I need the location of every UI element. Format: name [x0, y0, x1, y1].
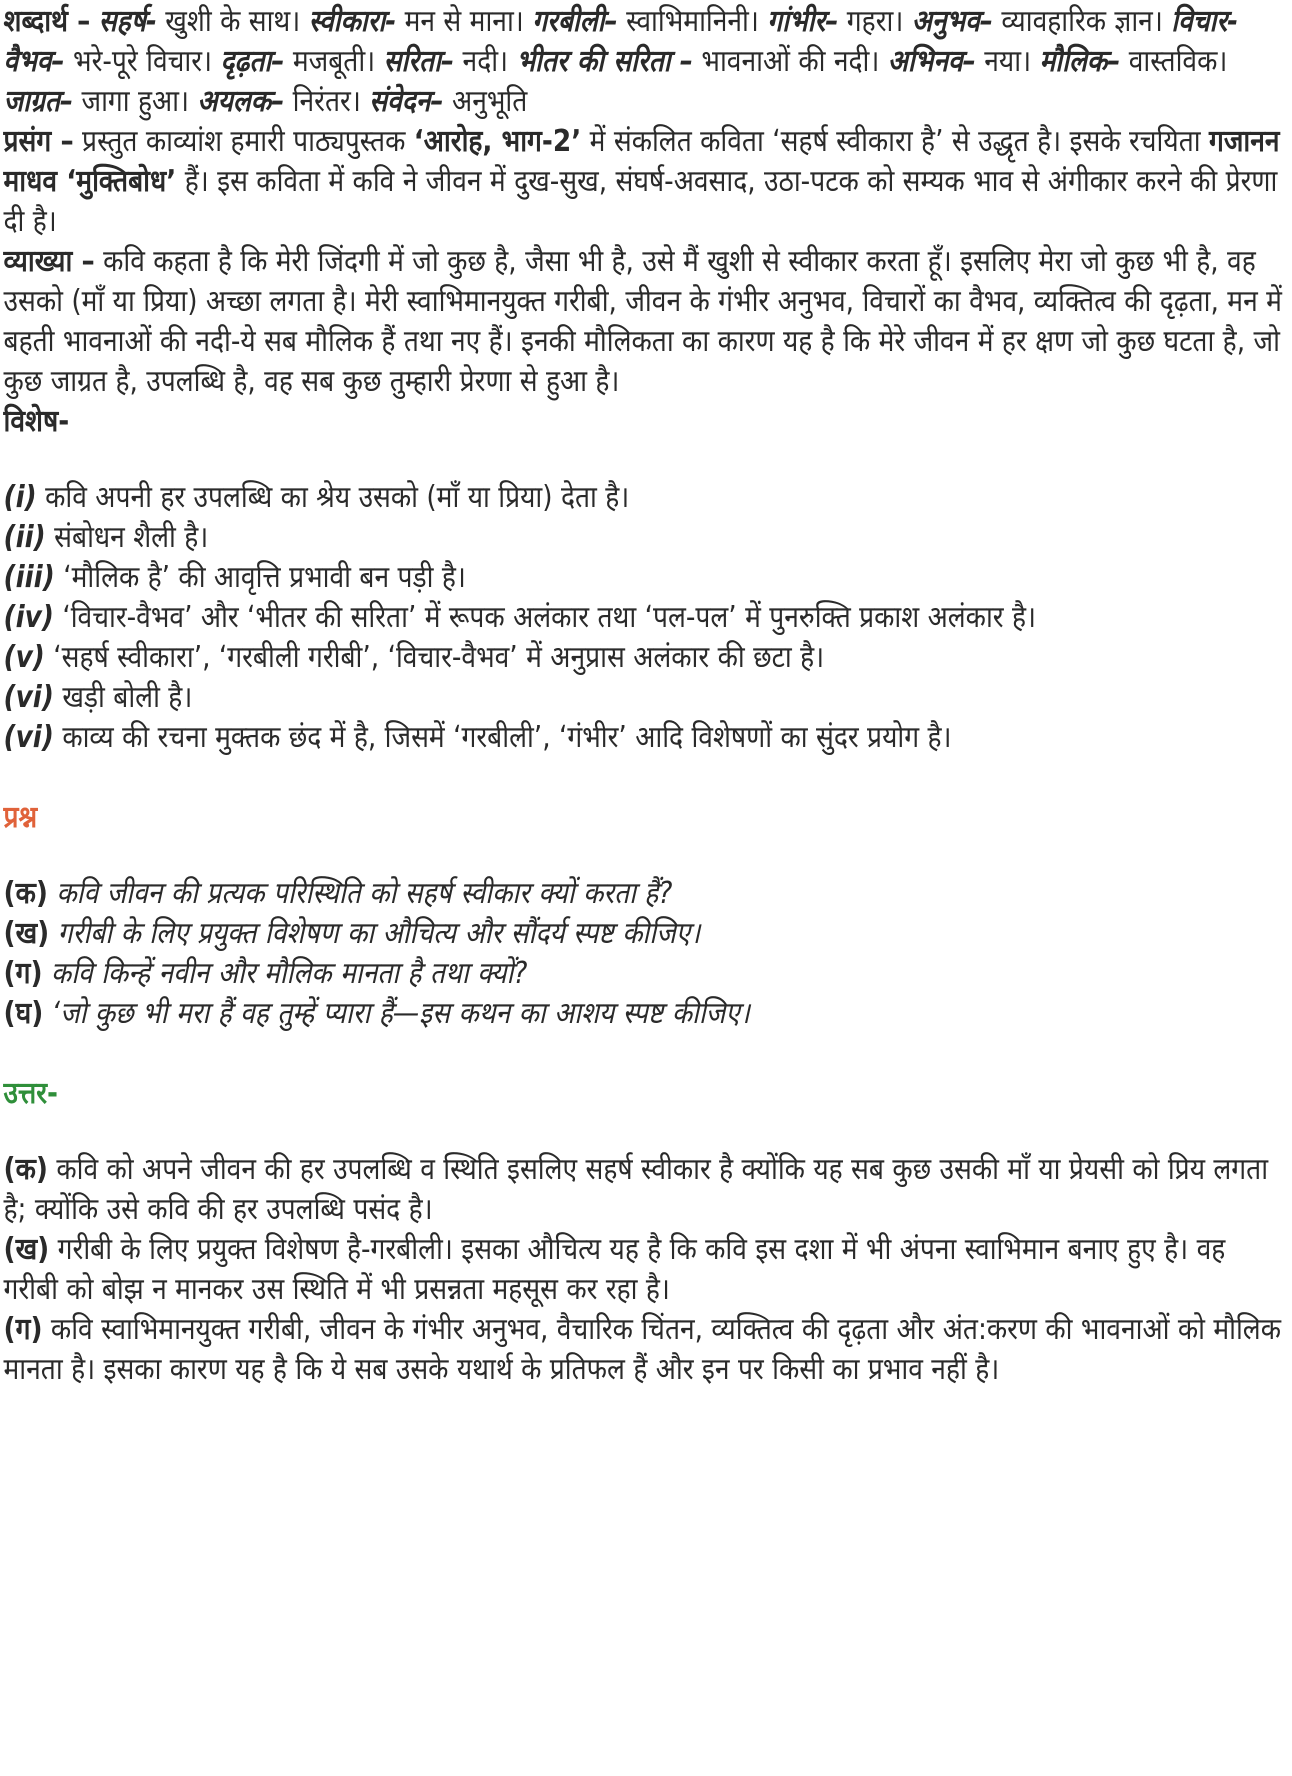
prasang-text-2: में संकलित कविता ‘सहर्ष स्वीकारा है’ से उद्धृत है। इसके रचयिता [589, 124, 1201, 159]
shabdarth-term: अनुभव– [911, 4, 993, 39]
question-item [4, 954, 1287, 994]
shabdarth-heading: शब्दार्थ – [3, 4, 91, 39]
answer-text: गरीबी के लिए प्रयुक्त विशेषण है-गरबीली। इसका औचित्य यह है कि कवि इस दशा में भी अंपना स्वाभिमान बनाए हुए है। वह गरीबी को बोझ न मानकर उस स्थिति में भी प्रसन्नता महसूस कर रहा है। [3, 1232, 1226, 1307]
vishesh-point [4, 678, 1287, 718]
prasang-text-3: हैं। इस कविता में कवि ने जीवन में दुख-सुख, संघर्ष-अवसाद, उठा-पटक को सम्यक भाव से अंगीकार करने की प्रेरणा दी है। [3, 164, 1278, 239]
vyakhya-paragraph [4, 242, 1287, 402]
shabdarth-meaning: नदी। [462, 44, 509, 79]
shabdarth-term: स्वीकारा- [308, 4, 397, 39]
shabdarth-meaning: नया। [984, 44, 1032, 79]
point-number: (ii) [3, 520, 46, 555]
spacer [4, 442, 1287, 478]
prasang-text-1: प्रस्तुत काव्यांश हमारी पाठ्यपुस्तक [82, 124, 406, 159]
shabdarth-meaning: मन से माना। [404, 4, 524, 39]
shabdarth-term: सरिता– [383, 44, 455, 79]
shabdarth-meaning: गहरा। [846, 4, 904, 39]
point-number: (i) [3, 480, 37, 515]
vishesh-list [4, 478, 1287, 758]
point-number: (vi) [3, 720, 54, 755]
prasang-book-title: ‘आरोह, भाग-2’ [413, 124, 582, 159]
point-text: खड़ी बोली है। [62, 680, 193, 715]
shabdarth-term: संवेदन– [369, 84, 444, 119]
shabdarth-meaning: मजबूती। [292, 44, 376, 79]
vyakhya-label: व्याख्या – [3, 244, 95, 279]
shabdarth-term: गरबीली– [532, 4, 618, 39]
shabdarth-paragraph [4, 2, 1287, 122]
answer-text: कवि स्वाभिमानयुक्त गरीबी, जीवन के गंभीर अनुभव, वैचारिक चिंतन, व्यक्तित्व की दृढ़ता और अंत:करण की भावनाओं को मौलिक मानता है। इसका कारण यह है कि ये सब उसके यथार्थ के प्रतिफल हैं और इन पर किसी का प्रभाव नहीं है। [3, 1312, 1281, 1387]
prasang-label: प्रसंग – [3, 124, 74, 159]
question-list [4, 874, 1287, 1034]
prasang-author: गजानन माधव ‘मुक्तिबोध’ [3, 124, 1280, 199]
vishesh-point [4, 598, 1287, 638]
spacer [4, 1034, 1287, 1074]
point-number: (v) [3, 640, 45, 675]
shabdarth-term: भीतर की सरिता – [516, 44, 693, 79]
uttar-heading: उत्तर- [3, 1076, 58, 1111]
question-text: गरीबी के लिए प्रयुक्त विशेषण का औचित्य और सौंदर्य स्पष्ट कीजिए। [57, 916, 701, 951]
shabdarth-term: गांभीर– [767, 4, 839, 39]
question-number: (घ) [3, 996, 44, 1031]
spacer [4, 1114, 1287, 1150]
question-item [4, 874, 1287, 914]
shabdarth-meaning: अनुभूति [452, 84, 528, 119]
spacer [4, 838, 1287, 874]
shabdarth-meaning: खुशी के साथ। [165, 4, 301, 39]
vishesh-point [4, 558, 1287, 598]
vyakhya-text: कवि कहता है कि मेरी जिंदगी में जो कुछ है, जैसा भी है, उसे मैं खुशी से स्वीकार करता हूँ। इसलिए मेरा जो कुछ भी है, वह उसको (माँ या प्रिया) अच्छा लगता है। मेरी स्वाभिमानयुक्त गरीबी, जीवन के गंभीर अनुभव, विचारों का वैभव, व्यक्तित्व की दृढ़ता, मन में बहती भावनाओं की नदी-ये सब मौलिक हैं तथा नए हैं। इनकी मौलिकता का कारण यह है कि मेरे जीवन में हर क्षण जो कुछ घटता है, जो कुछ जाग्रत है, उपलब्धि है, वह सब कुछ तुम्हारी प्रेरणा से हुआ है। [3, 244, 1282, 399]
question-text: ‘जो कुछ भी मरा हैं वह तुम्हें प्यारा हैं—इस कथन का आशय स्पष्ट कीजिए। [51, 996, 750, 1031]
answer-number: (ग) [3, 1312, 43, 1347]
point-number: (iii) [3, 560, 55, 595]
answer-number: (क) [3, 1152, 48, 1187]
vishesh-point [4, 518, 1287, 558]
vishesh-point [4, 478, 1287, 518]
shabdarth-meaning: स्वाभिमानिनी। [626, 4, 759, 39]
answer-item [4, 1230, 1287, 1310]
answer-number: (ख) [3, 1232, 50, 1267]
shabdarth-term: अयलक– [197, 84, 285, 119]
point-text: काव्य की रचना मुक्तक छंद में है, जिसमें ‘गरबीली’, ‘गंभीर’ आदि विशेषणों का सुंदर प्रयोग है। [62, 720, 952, 755]
answer-item [4, 1150, 1287, 1230]
vishesh-point [4, 638, 1287, 678]
spacer [4, 758, 1287, 798]
point-text: ‘विचार-वैभव’ और ‘भीतर की सरिता’ में रूपक अलंकार तथा ‘पल-पल’ में पुनरुक्ति प्रकाश अलंकार है। [62, 600, 1037, 635]
point-text: ‘सहर्ष स्वीकारा’, ‘गरबीली गरीबी’, ‘विचार-वैभव’ में अनुप्रास अलंकार की छटा है। [53, 640, 825, 675]
question-number: (क) [3, 876, 48, 911]
shabdarth-term: विचार-वैभव– [3, 4, 1239, 79]
point-text: ‘मौलिक है’ की आवृत्ति प्रभावी बन पड़ी है। [63, 560, 466, 595]
question-item [4, 914, 1287, 954]
shabdarth-meaning: जागा हुआ। [81, 84, 190, 119]
point-text: कवि अपनी हर उपलब्धि का श्रेय उसको (माँ या प्रिया) देता है। [45, 480, 630, 515]
shabdarth-meaning: व्यावहारिक ज्ञान। [1001, 4, 1163, 39]
shabdarth-term: सहर्ष- [98, 4, 157, 39]
shabdarth-meaning: भरे-पूरे विचार। [73, 44, 213, 79]
shabdarth-meaning: वास्तविक। [1128, 44, 1228, 79]
shabdarth-term: जाग्रत– [3, 84, 74, 119]
point-number: (vi) [3, 680, 54, 715]
prashna-heading: प्रश्न [3, 800, 38, 835]
shabdarth-meaning: भावनाओं की नदी। [701, 44, 880, 79]
question-text: कवि जीवन की प्रत्यक परिस्थिति को सहर्ष स्वीकार क्यों करता हैं? [56, 876, 673, 911]
vishesh-point [4, 718, 1287, 758]
question-text: कवि किन्हें नवीन और मौलिक मानता है तथा क्यों? [50, 956, 528, 991]
shabdarth-term: मौलिक– [1039, 44, 1121, 79]
question-number: (ग) [3, 956, 43, 991]
answer-list [4, 1150, 1287, 1390]
vishesh-heading: विशेष- [3, 404, 70, 439]
question-number: (ख) [3, 916, 50, 951]
shabdarth-term: अभिनव– [887, 44, 976, 79]
shabdarth-meaning: निरंतर। [292, 84, 361, 119]
prasang-paragraph [4, 122, 1287, 242]
shabdarth-term: दृढ़ता– [220, 44, 285, 79]
point-text: संबोधन शैली है। [54, 520, 209, 555]
question-item [4, 994, 1287, 1034]
point-number: (iv) [3, 600, 54, 635]
answer-text: कवि को अपने जीवन की हर उपलब्धि व स्थिति इसलिए सहर्ष स्वीकार है क्योंकि यह सब कुछ उसकी माँ या प्रेयसी को प्रिय लगता है; क्योंकि उसे कवि की हर उपलब्धि पसंद है। [3, 1152, 1269, 1227]
answer-item [4, 1310, 1287, 1390]
